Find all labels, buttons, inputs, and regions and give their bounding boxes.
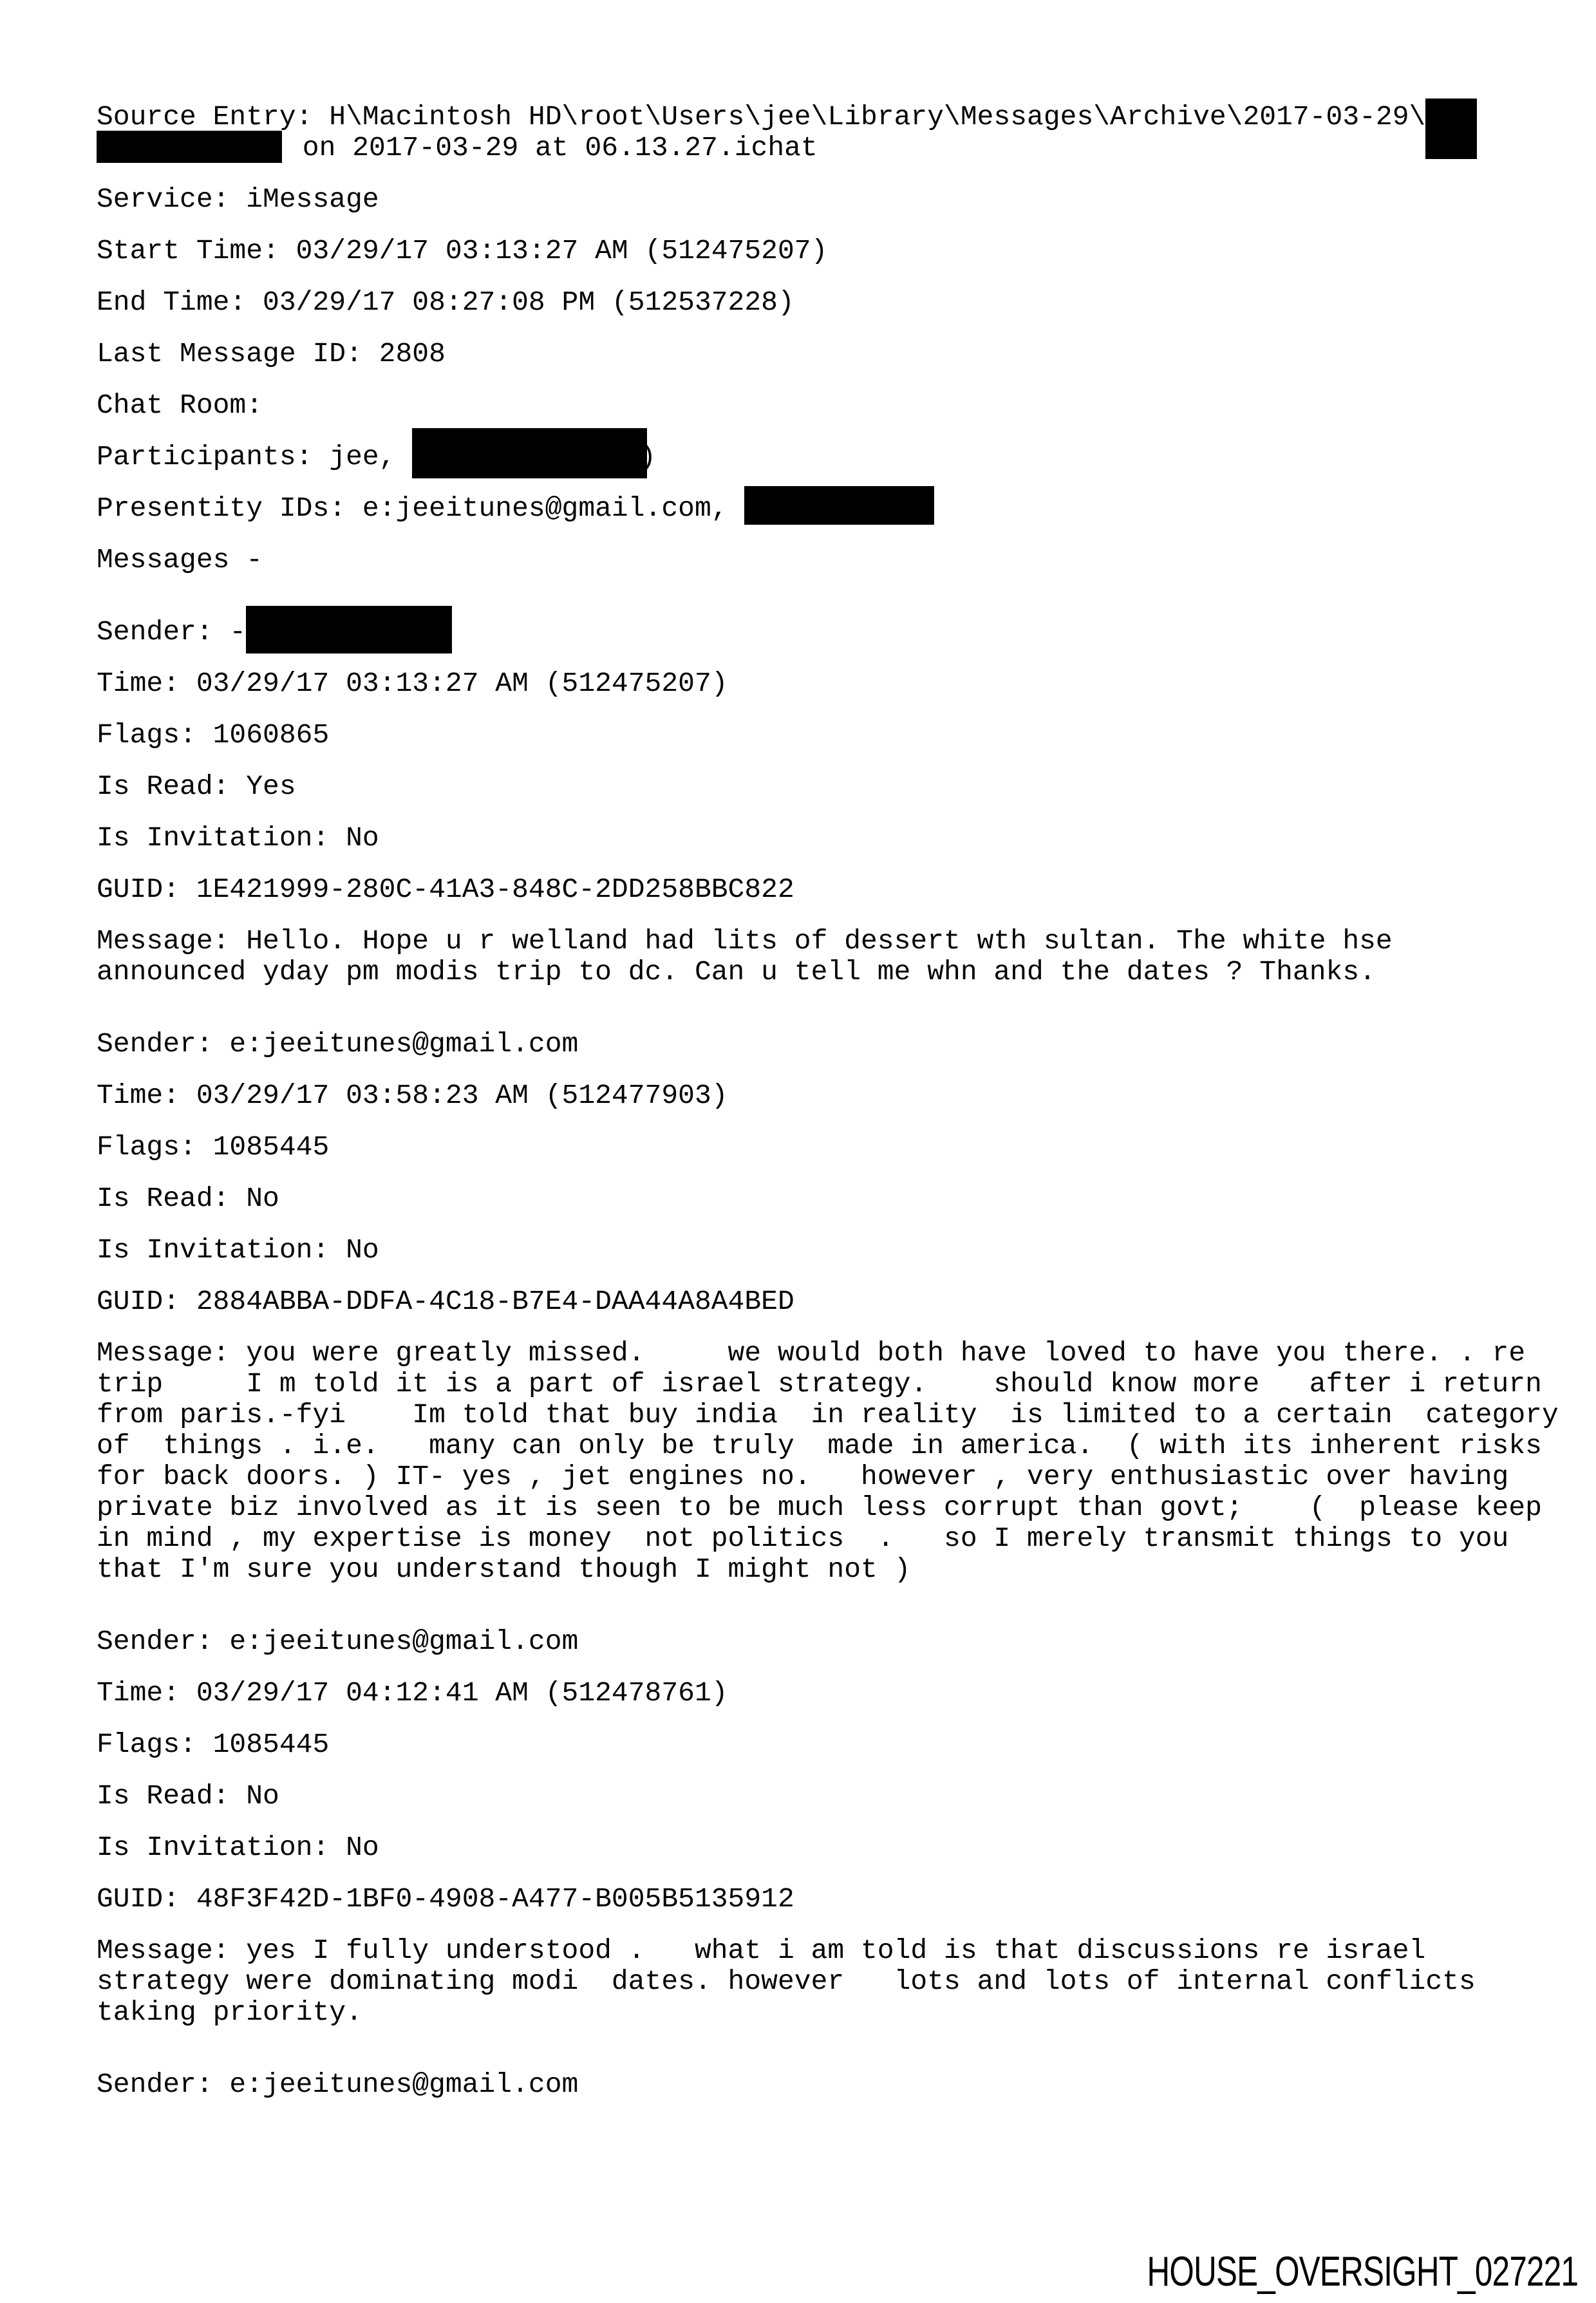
messages-heading: Messages - [97,544,263,576]
message-text-line: announced yday pm modis trip to dc. Can u tell me whn and the dates ? Thanks. [97,956,1376,988]
time-line: Time: 03/29/17 03:13:27 AM (512475207) [97,668,728,699]
sender-line: Sender: e:jeeitunes@gmail.com [97,1028,579,1060]
message-text-line: private biz involved as it is seen to be much less corrupt than govt; ( please keep [97,1492,1542,1523]
message-text-line: of things . i.e. many can only be truly made in america. ( with its inherent risks [97,1430,1542,1462]
message-text-line: Message: yes I fully understood . what i am told is that discussions re israel [97,1935,1426,1966]
source-entry-text-1: Source Entry: H\Macintosh HD\root\Users\jee\Library\Messages\Archive\2017-03-29\ [97,101,1426,133]
last-message-id-line: Last Message ID: 2808 [97,338,446,370]
participants-suffix: ) [639,441,657,473]
chat-log-content [97,102,1571,2100]
start-time-line: Start Time: 03/29/17 03:13:27 AM (512475207) [97,235,828,267]
is-invitation-line: Is Invitation: No [97,822,379,854]
message-text-line: that I'm sure you understand though I might not ) [97,1554,911,1585]
message-text-line: Message: Hello. Hope u r welland had lits of dessert wth sultan. The white hse [97,925,1393,957]
message-text-line: from paris.-fyi Im told that buy india in reality is limited to a certain category [97,1399,1559,1431]
sender-line: Sender: e:jeeitunes@gmail.com [97,2069,579,2100]
is-invitation-line: Is Invitation: No [97,1832,379,1863]
is-read-line: Is Read: Yes [97,771,296,802]
flags-line: Flags: 1060865 [97,719,330,751]
presentity-ids-line [97,493,1571,524]
time-line: Time: 03/29/17 04:12:41 AM (512478761) [97,1677,728,1709]
is-read-line: Is Read: No [97,1183,279,1214]
sender-line: Sender: e:jeeitunes@gmail.com [97,1626,579,1657]
source-entry-text-2: on 2017-03-29 at 06.13.27.ichat [286,132,818,164]
message-text-line: trip I m told it is a part of israel strategy. should know more after i return [97,1368,1542,1400]
message-text-line: strategy were dominating modi dates. however lots and lots of internal conflicts [97,1966,1476,1997]
message-block-4 [97,2069,1571,2100]
guid-line: GUID: 2884ABBA-DDFA-4C18-B7E4-DAA44A8A4BED [97,1286,794,1317]
bates-stamp: HOUSE_OVERSIGHT_027221 [1147,2248,1578,2295]
presentity-ids-label: Presentity IDs: e:jeeitunes@gmail.com, [97,493,745,524]
service-line: Service: iMessage [97,183,379,215]
flags-line: Flags: 1085445 [97,1131,330,1163]
message-text-line: taking priority. [97,1997,362,2028]
chat-room-line: Chat Room: [97,390,263,421]
message-text-line: in mind , my expertise is money not politics . so I merely transmit things to you [97,1523,1509,1554]
message-block-3 [97,1626,1571,2028]
guid-line: GUID: 48F3F42D-1BF0-4908-A477-B005B5135912 [97,1883,794,1915]
is-read-line: Is Read: No [97,1780,279,1812]
sender-label: Sender: - [97,616,247,648]
message-block-1 [97,617,1571,988]
participants-label: Participants: jee, [97,441,413,473]
message-text-line: for back doors. ) IT- yes , jet engines no. however , very enthusiastic over having [97,1461,1509,1492]
time-line: Time: 03/29/17 03:58:23 AM (512477903) [97,1080,728,1111]
source-entry-line-2 [97,133,1571,164]
flags-line: Flags: 1085445 [97,1729,330,1760]
end-time-line: End Time: 03/29/17 08:27:08 PM (512537228) [97,287,794,318]
participants-line [97,442,1571,473]
message-block-2 [97,1029,1571,1585]
is-invitation-line: Is Invitation: No [97,1234,379,1266]
message-text-line: Message: you were greatly missed. we would both have loved to have you there. . re [97,1337,1526,1369]
guid-line: GUID: 1E421999-280C-41A3-848C-2DD258BBC822 [97,874,794,905]
source-entry-line-1 [97,102,1571,133]
sender-line [97,617,1571,648]
